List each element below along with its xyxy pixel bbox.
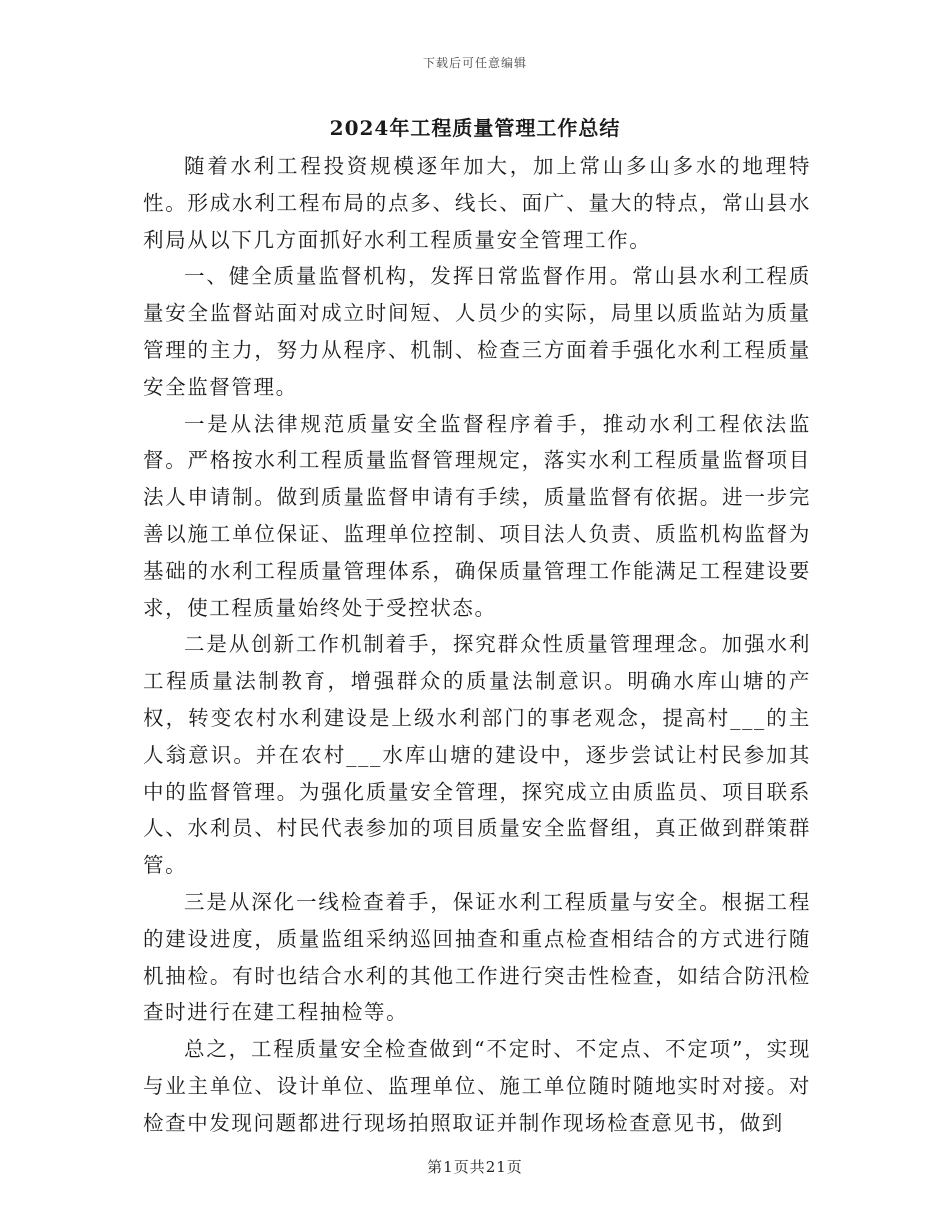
paragraph: 三是从深化一线检查着手，保证水利工程质量与安全。根据工程的建设进度，质量监组采纳巡回抽查和重点检查相结合的方式进行随机抽检。有时也结合水利的其他工作进行突击性检查，如结合防汛检查时进行在建工程抽检等。 (143, 889, 811, 1025)
paragraph: 一、健全质量监督机构，发挥日常监督作用。常山县水利工程质量安全监督站面对成立时间短、人员少的实际，局里以质监站为质量管理的主力，努力从程序、机制、检查三方面着手强化水利工程质量安全监督管理。 (143, 264, 811, 399)
document-body (143, 148, 811, 1142)
page-footer: 第1页共21页 (427, 1158, 523, 1176)
header-note: 下载后可任意编辑 (422, 56, 527, 70)
document-title: 2024年工程质量管理工作总结 (329, 116, 621, 140)
paragraph: 随着水利工程投资规模逐年加大，加上常山多山多水的地理特性。形成水利工程布局的点多、线长、面广、量大的特点，常山县水利局从以下几方面抓好水利工程质量安全管理工作。 (143, 154, 811, 252)
paragraph: 一是从法律规范质量安全监督程序着手，推动水利工程依法监督。严格按水利工程质量监督管理规定，落实水利工程质量监督项目法人申请制。做到质量监督申请有手续，质量监督有依据。进一步完善以施工单位保证、监理单位控制、项目法人负责、质监机构监督为基础的水利工程质量管理体系，确保质量管理工作能满足工程建设要求，使工程质量始终处于受控状态。 (143, 411, 811, 620)
paragraph: 二是从创新工作机制着手，探究群众性质量管理理念。加强水利工程质量法制教育，增强群众的质量法制意识。明确水库山塘的产权，转变农村水利建设是上级水利部门的事老观念，提高村___的主人翁意识。并在农村___水库山塘的建设中，逐步尝试让村民参加其中的监督管理。为强化质量安全管理，探究成立由质监员、项目联系人、水利员、村民代表参加的项目质量安全监督组，真正做到群策群管。 (143, 632, 811, 878)
paragraph: 总之，工程质量安全检查做到“不定时、不定点、不定项”，实现与业主单位、设计单位、监理单位、施工单位随时随地实时对接。对检查中发现问题都进行现场拍照取证并制作现场检查意见书，做到 (143, 1037, 811, 1135)
